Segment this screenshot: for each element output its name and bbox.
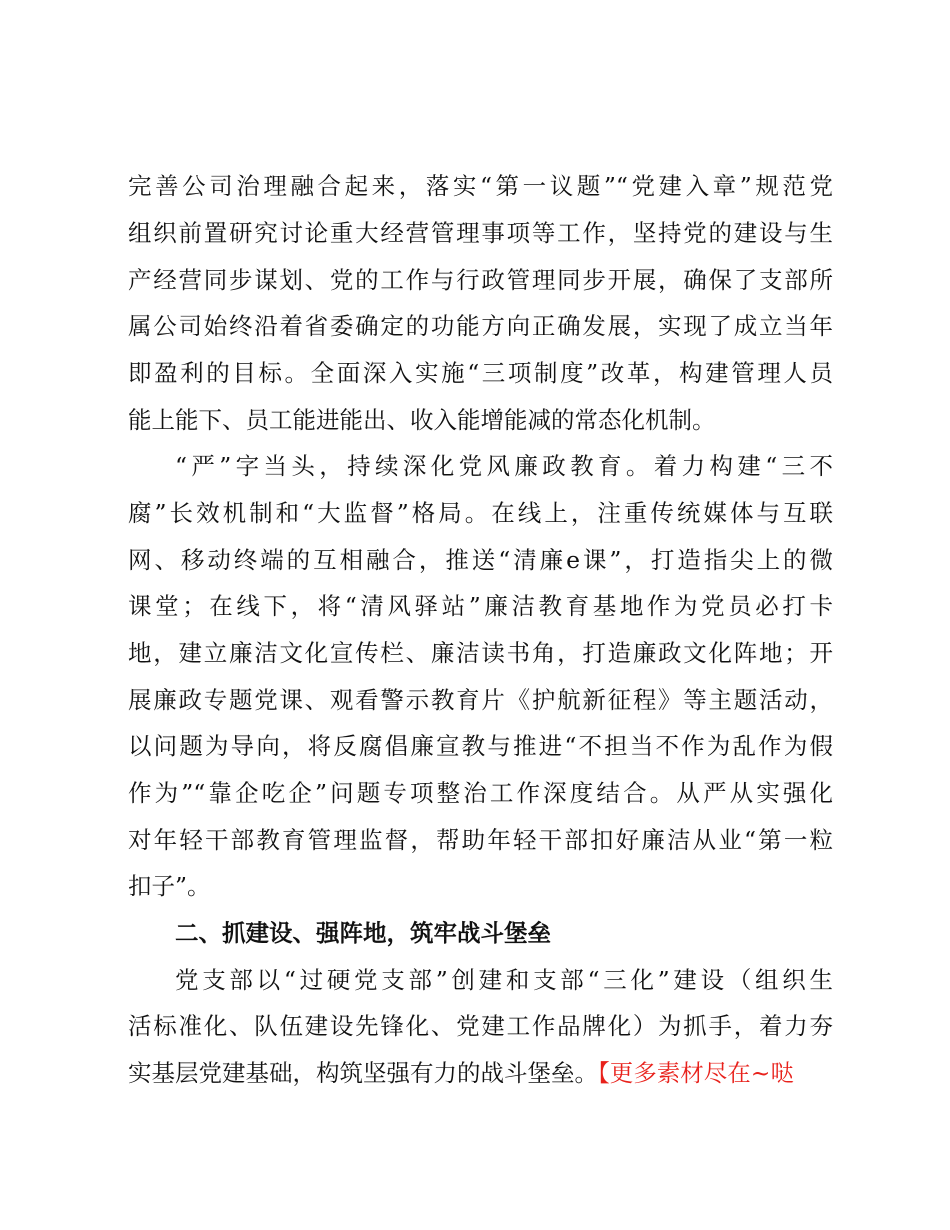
section-heading: 二、抓建设、强阵地，筑牢战斗堡垒 [175,919,551,947]
paragraph-line: 扣子”。 [128,872,211,900]
paragraph-line: 能上能下、员工能进能出、收入能增能减的常态化机制。 [128,406,716,434]
paragraph-line: 腐”长效机制和“大监督”格局。在线上，注重传统媒体与互联 [128,499,833,527]
paragraph-line: 产经营同步谋划、党的工作与行政管理同步开展，确保了支部所 [128,266,833,294]
promo-link[interactable]: 【更多素材尽在~哒 [598,1059,794,1087]
paragraph-line: 属公司始终沿着省委确定的功能方向正确发展，实现了成立当年 [128,312,833,340]
paragraph-line: 即盈利的目标。全面深入实施“三项制度”改革，构建管理人员 [128,359,833,387]
paragraph-line: 网、移动终端的互相融合，推送“清廉e课”，打造指尖上的微 [128,546,833,574]
paragraph-line: 地，建立廉洁文化宣传栏、廉洁读书角，打造廉政文化阵地；开 [128,639,833,667]
paragraph-line: 展廉政专题党课、观看警示教育片《护航新征程》等主题活动， [128,686,833,714]
paragraph-line: 作为”“靠企吃企”问题专项整治工作深度结合。从严从实强化 [128,779,833,807]
paragraph-text: 实基层党建基础，构筑坚强有力的战斗堡垒。 [128,1059,598,1087]
paragraph-line: 完善公司治理融合起来，落实“第一议题”“党建入章”规范党 [128,172,833,200]
paragraph-line: 活标准化、队伍建设先锋化、党建工作品牌化）为抓手，着力夯 [128,1012,833,1040]
paragraph-last-line [128,1053,833,1093]
paragraph-line: 课堂；在线下，将“清风驿站”廉洁教育基地作为党员必打卡 [128,592,833,620]
paragraph-line: “严”字当头，持续深化党风廉政教育。着力构建“三不 [175,452,833,480]
paragraph-line: 以问题为导向，将反腐倡廉宣教与推进“不担当不作为乱作为假 [128,732,833,760]
paragraph-line: 组织前置研究讨论重大经营管理事项等工作，坚持党的建设与生 [128,219,833,247]
paragraph-line: 对年轻干部教育管理监督，帮助年轻干部扣好廉洁从业“第一粒 [128,826,833,854]
paragraph-line: 党支部以“过硬党支部”创建和支部“三化”建设（组织生 [175,966,833,994]
